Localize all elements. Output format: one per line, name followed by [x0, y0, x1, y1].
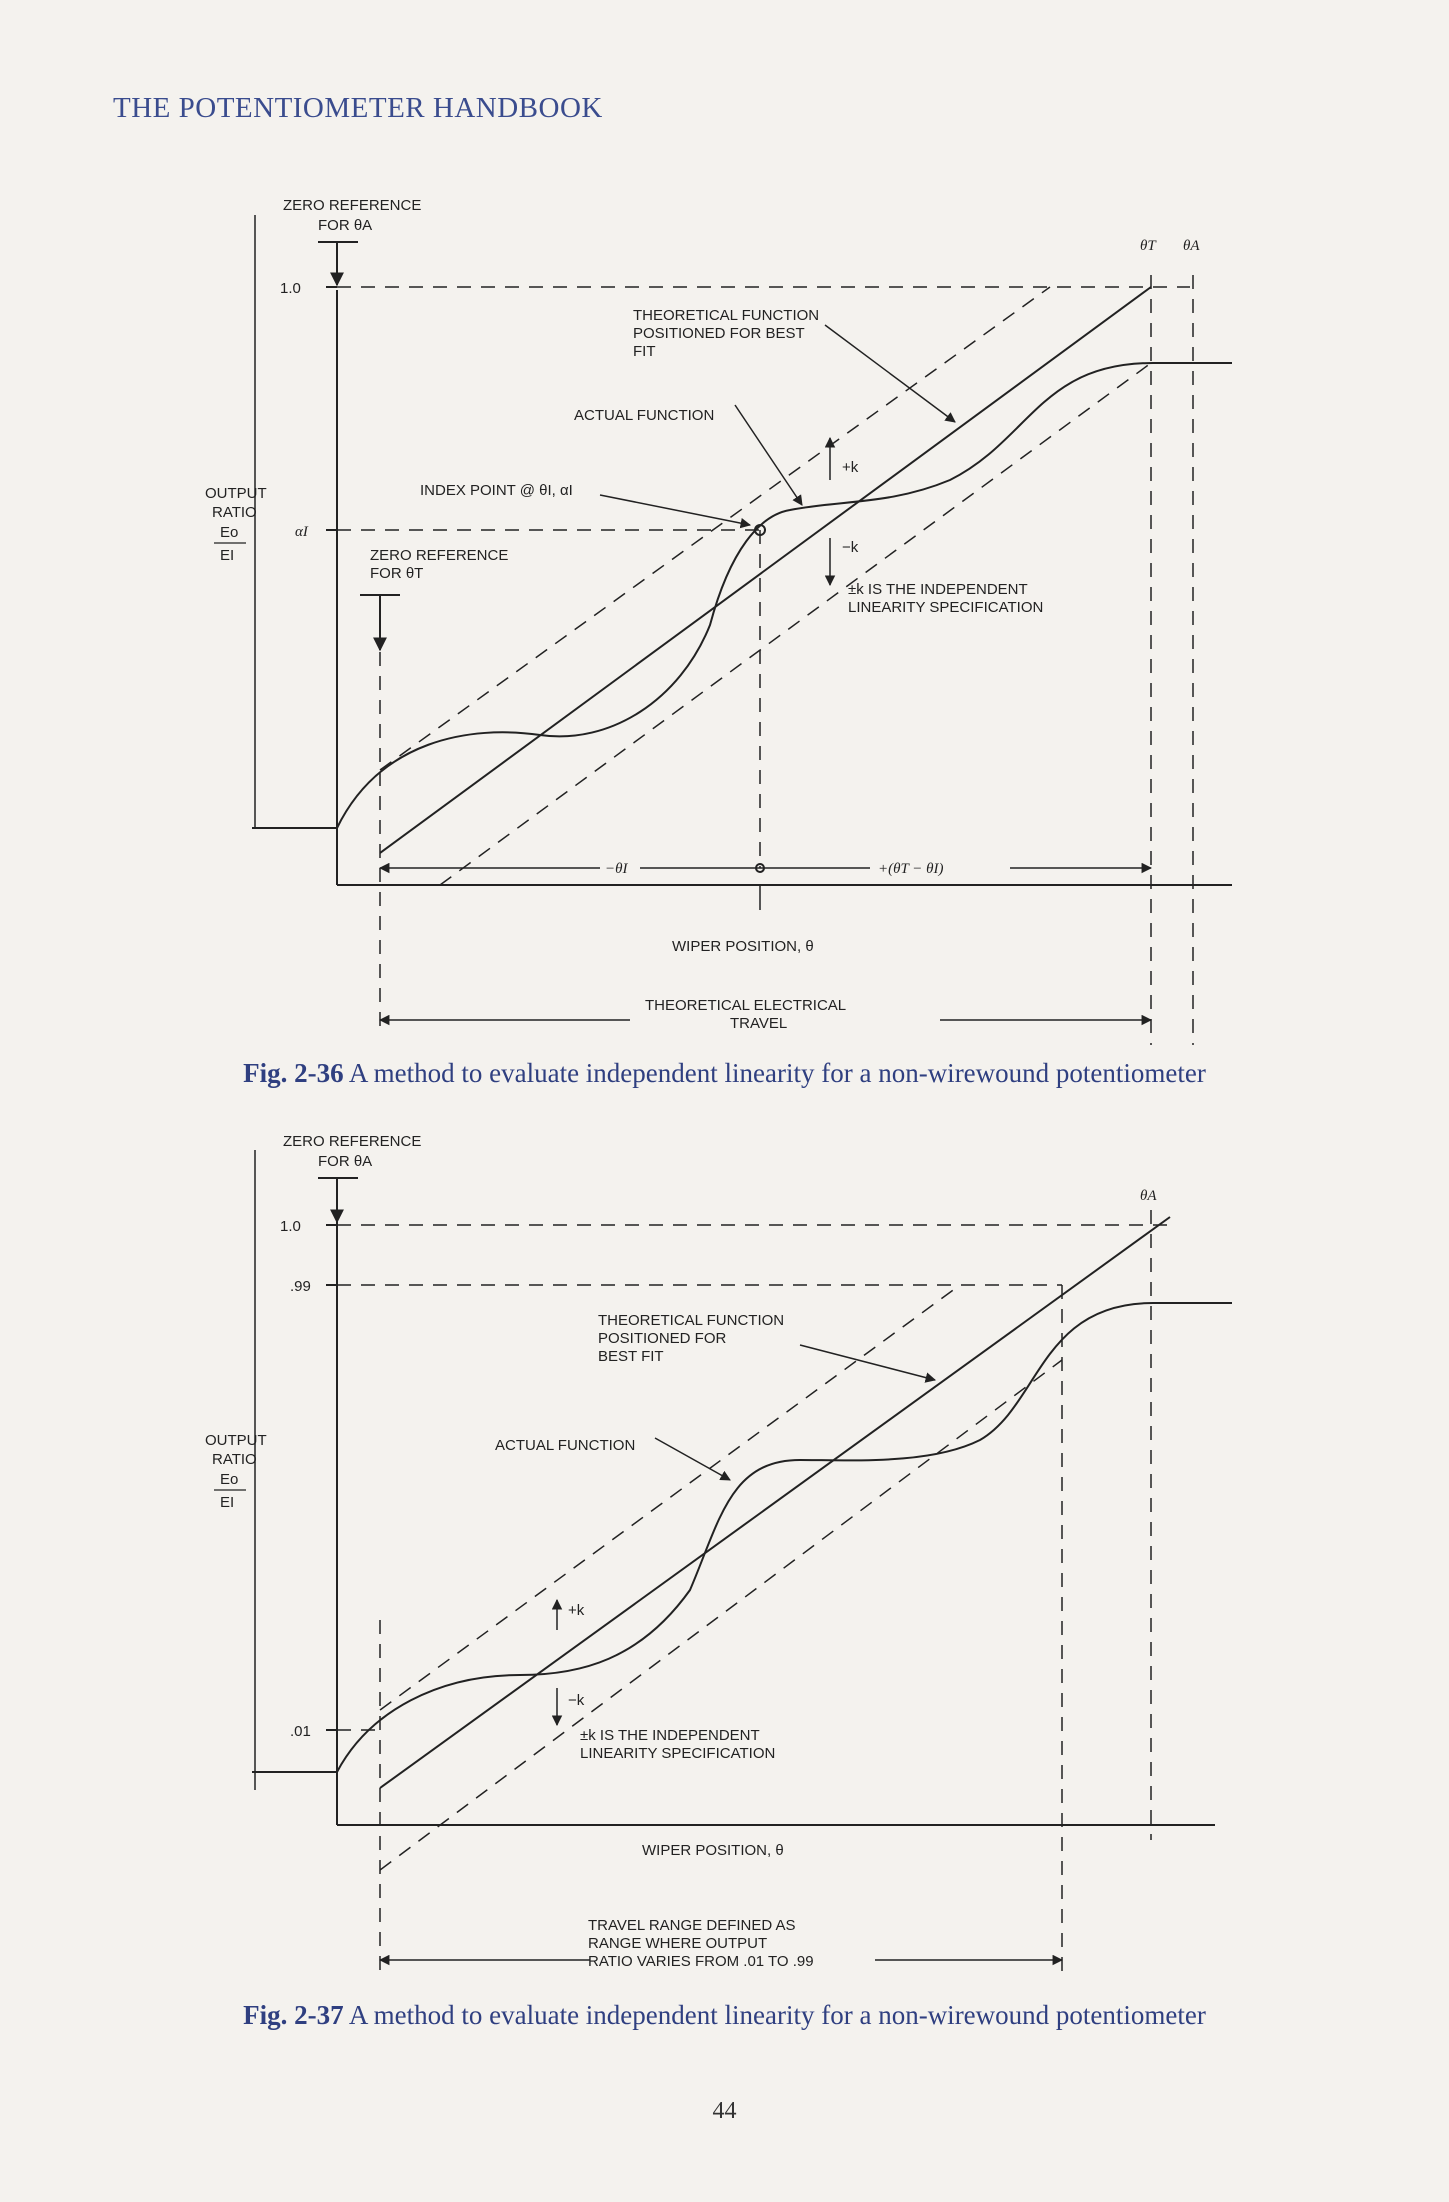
- pm-k-line1: ±k IS THE INDEPENDENT: [580, 1727, 760, 1744]
- lower-band-line: [440, 363, 1151, 885]
- zero-ref-a-line1: ZERO REFERENCE: [283, 197, 422, 214]
- plus-theta-label: +(θT − θI): [878, 861, 944, 877]
- theoretical-label-line2: POSITIONED FOR BEST: [633, 325, 805, 342]
- actual-function-label: ACTUAL FUNCTION: [495, 1437, 636, 1454]
- wiper-position-label: WIPER POSITION, θ: [672, 938, 814, 955]
- figure-2-37-diagram: [0, 1120, 1449, 1990]
- ratio-numerator: Eo: [220, 1471, 239, 1488]
- actual-function-curve: [337, 1303, 1153, 1772]
- y-tick-01: .01: [290, 1723, 311, 1740]
- upper-band-line: [380, 287, 1050, 770]
- theta-t-label: θT: [1140, 238, 1156, 254]
- caption-text: A method to evaluate independent linearity for a non-wirewound potentiometer: [348, 1058, 1206, 1088]
- output-ratio-line1: OUTPUT: [205, 1432, 267, 1449]
- theoretical-label-line1: THEORETICAL FUNCTION: [598, 1312, 785, 1329]
- y-tick-1-0: 1.0: [280, 1218, 301, 1235]
- theoretical-label-line2: POSITIONED FOR: [598, 1330, 727, 1347]
- actual-function-label: ACTUAL FUNCTION: [574, 407, 715, 424]
- lower-band-line: [380, 1360, 1062, 1870]
- zero-ref-a-line2: FOR θA: [318, 217, 373, 234]
- ratio-denominator: EI: [220, 547, 235, 564]
- plus-k-label: +k: [842, 459, 859, 476]
- caption-number: Fig. 2-37: [243, 2000, 344, 2030]
- zero-ref-t-line1: ZERO REFERENCE: [370, 547, 509, 564]
- figure-2-37: [0, 1120, 1449, 1995]
- output-ratio-line1: OUTPUT: [205, 485, 267, 502]
- travel-label-line3: RATIO VARIES FROM .01 TO .99: [588, 1953, 814, 1970]
- figure-2-36-diagram: [0, 180, 1449, 1050]
- y-tick-99: .99: [290, 1278, 311, 1295]
- output-ratio-line2: RATIO: [212, 1451, 257, 1468]
- travel-label-line2: RANGE WHERE OUTPUT: [588, 1935, 768, 1952]
- travel-label-line1: TRAVEL RANGE DEFINED AS: [588, 1917, 796, 1934]
- minus-k-label: −k: [568, 1692, 585, 1709]
- theoretical-function-line: [380, 1217, 1170, 1788]
- upper-band-line: [380, 1285, 960, 1710]
- wiper-position-label: WIPER POSITION, θ: [642, 1842, 784, 1859]
- zero-ref-a-line1: ZERO REFERENCE: [283, 1133, 422, 1150]
- y-tick-1-0: 1.0: [280, 280, 301, 297]
- running-head: THE POTENTIOMETER HANDBOOK: [113, 92, 603, 124]
- pm-k-line2: LINEARITY SPECIFICATION: [580, 1745, 776, 1762]
- zero-ref-t-line2: FOR θT: [370, 565, 424, 582]
- pm-k-line1: ±k IS THE INDEPENDENT: [848, 581, 1028, 598]
- figure-2-37-caption: [0, 2000, 1449, 2031]
- plus-k-label: +k: [568, 1602, 585, 1619]
- theoretical-function-line: [380, 287, 1151, 853]
- travel-label-line1: THEORETICAL ELECTRICAL: [645, 997, 847, 1014]
- pm-k-line2: LINEARITY SPECIFICATION: [848, 599, 1044, 616]
- index-point-label: INDEX POINT @ θI, αI: [420, 482, 573, 499]
- travel-label-line2: TRAVEL: [730, 1015, 788, 1032]
- theta-a-label: θA: [1140, 1188, 1157, 1204]
- figure-2-36: [0, 180, 1449, 1055]
- ratio-numerator: Eo: [220, 524, 239, 541]
- theoretical-label-line3: FIT: [633, 343, 656, 360]
- theoretical-label-line3: BEST FIT: [598, 1348, 664, 1365]
- theta-a-label: θA: [1183, 238, 1200, 254]
- page-number: 44: [712, 2098, 737, 2124]
- caption-text: A method to evaluate independent linearity for a non-wirewound potentiometer: [348, 2000, 1206, 2030]
- caption-number: Fig. 2-36: [243, 1058, 344, 1088]
- figure-2-36-caption: [0, 1058, 1449, 1089]
- minus-k-label: −k: [842, 539, 859, 556]
- output-ratio-line2: RATIO: [212, 504, 257, 521]
- minus-theta-i-label: −θI: [605, 861, 628, 877]
- actual-function-curve: [337, 363, 1153, 828]
- ratio-denominator: EI: [220, 1494, 235, 1511]
- theoretical-label-line1: THEORETICAL FUNCTION: [633, 307, 820, 324]
- y-tick-alpha-i: αI: [295, 524, 308, 540]
- zero-ref-a-line2: FOR θA: [318, 1153, 373, 1170]
